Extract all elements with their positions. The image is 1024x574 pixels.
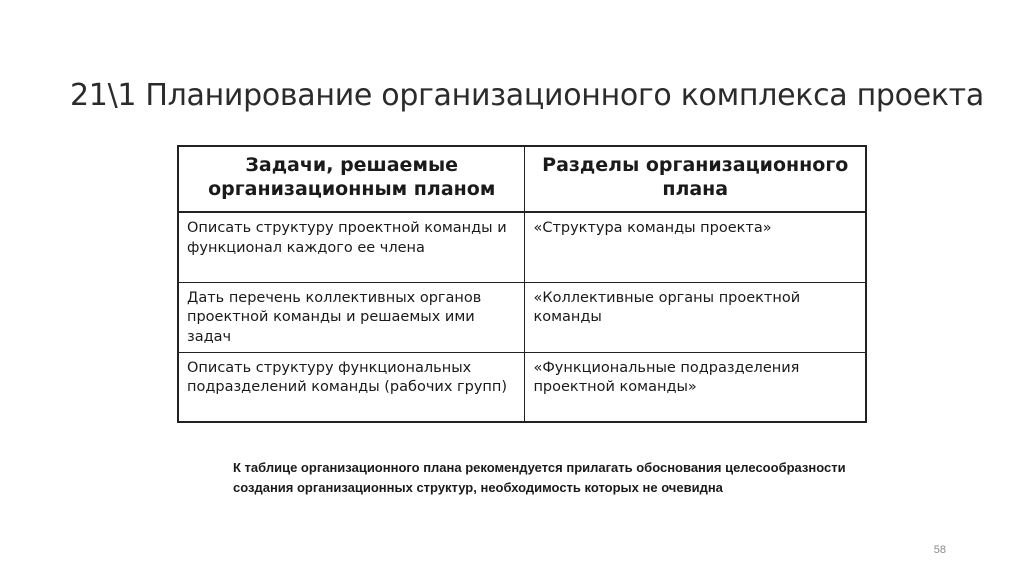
table-row (178, 212, 866, 282)
table-header-row (178, 146, 866, 212)
footnote-text: К таблице организационного плана рекомендуется прилагать обоснования целесообразности создания организационных структур, необходимость которых не очевидна (233, 460, 846, 495)
task-cell: Дать перечень коллективных органов проектной команды и решаемых ими задач (178, 282, 525, 352)
organizational-plan-table (177, 145, 867, 423)
section-cell: «Структура команды проекта» (525, 212, 866, 282)
task-cell: Описать структуру проектной команды и функционал каждого ее члена (178, 212, 525, 282)
table-row (178, 352, 866, 422)
section-cell: «Коллективные органы проектной команды (525, 282, 866, 352)
column-header-tasks: Задачи, решаемые организационным планом (178, 146, 525, 212)
slide-title: 21\1 Планирование организационного комплекса проекта (70, 78, 984, 113)
task-cell: Описать структуру функциональных подразделений команды (рабочих групп) (178, 352, 525, 422)
section-cell: «Функциональные подразделения проектной команды» (525, 352, 866, 422)
page-number: 58 (933, 544, 946, 556)
column-header-sections: Разделы организационного плана (525, 146, 866, 212)
table-row (178, 282, 866, 352)
